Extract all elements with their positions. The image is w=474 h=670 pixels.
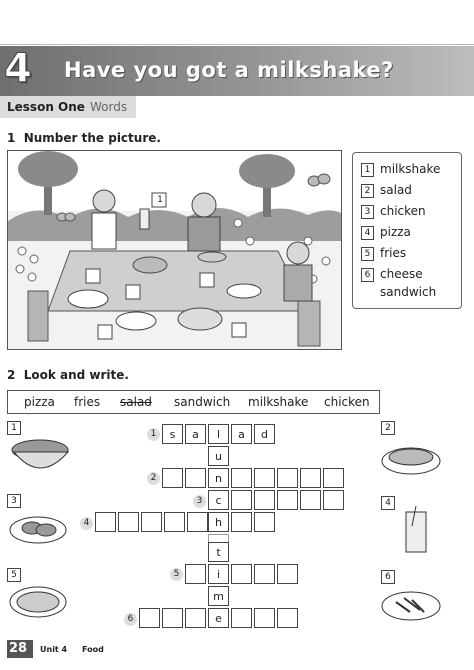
crossword-cell[interactable]: [118, 512, 139, 532]
crossword-cell[interactable]: d: [254, 424, 275, 444]
chicken-plate-icon: [116, 312, 156, 330]
crossword-cell[interactable]: [300, 468, 321, 488]
crossword-cell[interactable]: c: [208, 490, 229, 510]
crossword-cell[interactable]: [95, 512, 116, 532]
crossword-cell[interactable]: [300, 490, 321, 510]
clue-number: 1: [147, 428, 160, 441]
crossword-cell[interactable]: [231, 564, 252, 584]
word-bank: [7, 390, 380, 414]
word-list-item: 6 cheese: [361, 267, 423, 282]
word-list-item: 1 milkshake: [361, 162, 440, 177]
crossword-cell[interactable]: [254, 490, 275, 510]
picture-number: 4: [381, 496, 395, 510]
unit-number: 4: [4, 46, 32, 92]
crossword-cell[interactable]: [277, 468, 298, 488]
picture-number: 5: [7, 568, 21, 582]
crossword-cell[interactable]: [254, 608, 275, 628]
exercise-2-number: 2: [7, 368, 16, 382]
word-list-item: 3 chicken: [361, 204, 426, 219]
clue-number: 2: [147, 472, 160, 485]
crossword-cell[interactable]: [141, 512, 162, 532]
crossword-cell[interactable]: [277, 490, 298, 510]
word-list-item: 5 fries: [361, 246, 406, 261]
crossword-cell[interactable]: [323, 490, 344, 510]
crossword-cell[interactable]: l: [208, 424, 229, 444]
footer-topic: Food: [82, 645, 104, 654]
top-rule: [0, 44, 474, 45]
word-bank-item: sandwich: [174, 395, 231, 409]
crossword-cell[interactable]: a: [231, 424, 252, 444]
picture-number: 3: [7, 494, 21, 508]
pizza-icon: [178, 308, 222, 330]
tree-left-icon: [18, 151, 78, 215]
crossword-cell[interactable]: m: [208, 586, 229, 606]
word-bank-item: fries: [74, 395, 101, 409]
crossword-cell[interactable]: [231, 512, 252, 532]
butterfly-icon: [308, 174, 330, 186]
exercise-2-instruction: Look and write.: [23, 368, 129, 382]
picture-number: 1: [7, 421, 21, 435]
salad-bowl-icon: [10, 432, 72, 477]
empty-plate-icon: [227, 284, 261, 298]
word-list-item: 4 pizza: [361, 225, 411, 240]
exercise-1-heading: [7, 131, 161, 145]
picture-number: 2: [381, 421, 395, 435]
clue-number: 5: [170, 568, 183, 581]
word-list: [352, 152, 462, 309]
tree-right-icon: [239, 154, 295, 217]
crossword-cell[interactable]: [323, 468, 344, 488]
crossword-cell[interactable]: [231, 490, 252, 510]
crossword-cell[interactable]: [185, 564, 206, 584]
crossword-cell[interactable]: h: [208, 512, 229, 532]
milkshake-glass-icon: [398, 506, 434, 556]
word-bank-item: pizza: [24, 395, 55, 409]
crossword-cell[interactable]: [185, 468, 206, 488]
word-list-item: 2 salad: [361, 183, 412, 198]
fries-plate-icon: [380, 584, 442, 624]
lesson-label: Lesson One: [7, 100, 85, 114]
word-bank-item: milkshake: [248, 395, 309, 409]
crossword-cell[interactable]: s: [162, 424, 183, 444]
crossword-cell[interactable]: [139, 608, 160, 628]
word-bank-item: salad: [120, 395, 152, 409]
sandwich-icon: [198, 252, 226, 262]
picnic-illustration: [8, 151, 341, 349]
exercise-1-instruction: Number the picture.: [23, 131, 161, 145]
chicken-plate-icon: [8, 508, 70, 548]
exercise-1-number: 1: [7, 131, 16, 145]
clue-number: 6: [124, 613, 137, 626]
crossword-cell[interactable]: [277, 608, 298, 628]
fries-plate-icon: [68, 290, 108, 308]
crossword-cell[interactable]: [231, 468, 252, 488]
crossword-cell[interactable]: [254, 512, 275, 532]
crossword-cell[interactable]: [187, 512, 208, 532]
crossword-cell[interactable]: e: [208, 608, 229, 628]
crossword-cell[interactable]: [254, 468, 275, 488]
crossword-cell[interactable]: [185, 608, 206, 628]
exercise-2-heading: [7, 368, 129, 382]
crossword-cell[interactable]: [162, 608, 183, 628]
word-list-item-line2: sandwich: [380, 285, 437, 299]
crossword-cell[interactable]: a: [185, 424, 206, 444]
crossword-cell[interactable]: [254, 564, 275, 584]
lesson-subtitle: Words: [90, 100, 128, 114]
clue-number: 3: [193, 495, 206, 508]
crossword-cell[interactable]: [162, 468, 183, 488]
picture-number: 6: [381, 570, 395, 584]
crossword-cell[interactable]: n: [208, 468, 229, 488]
crossword-cell[interactable]: u: [208, 446, 229, 466]
footer-unit: Unit 4: [40, 645, 68, 654]
sandwich-plate-icon: [380, 437, 442, 477]
butterfly-icon: [57, 213, 75, 221]
salad-bowl-icon: [133, 257, 167, 273]
picnic-picture: [7, 150, 342, 350]
crossword-cell[interactable]: [277, 564, 298, 584]
example-answer: 1: [157, 195, 163, 205]
crossword-cell[interactable]: [164, 512, 185, 532]
unit-title: Have you got a milkshake?: [64, 58, 394, 82]
clue-number: 4: [80, 517, 93, 530]
crossword-cell[interactable]: i: [208, 564, 229, 584]
crossword-cell[interactable]: t: [208, 542, 229, 562]
pizza-icon: [8, 582, 70, 622]
word-bank-item: chicken: [324, 395, 370, 409]
milkshake-glass-icon: [140, 209, 149, 229]
page-number: 28: [9, 641, 28, 656]
boy-at-table: [284, 242, 312, 301]
crossword-cell[interactable]: [231, 608, 252, 628]
